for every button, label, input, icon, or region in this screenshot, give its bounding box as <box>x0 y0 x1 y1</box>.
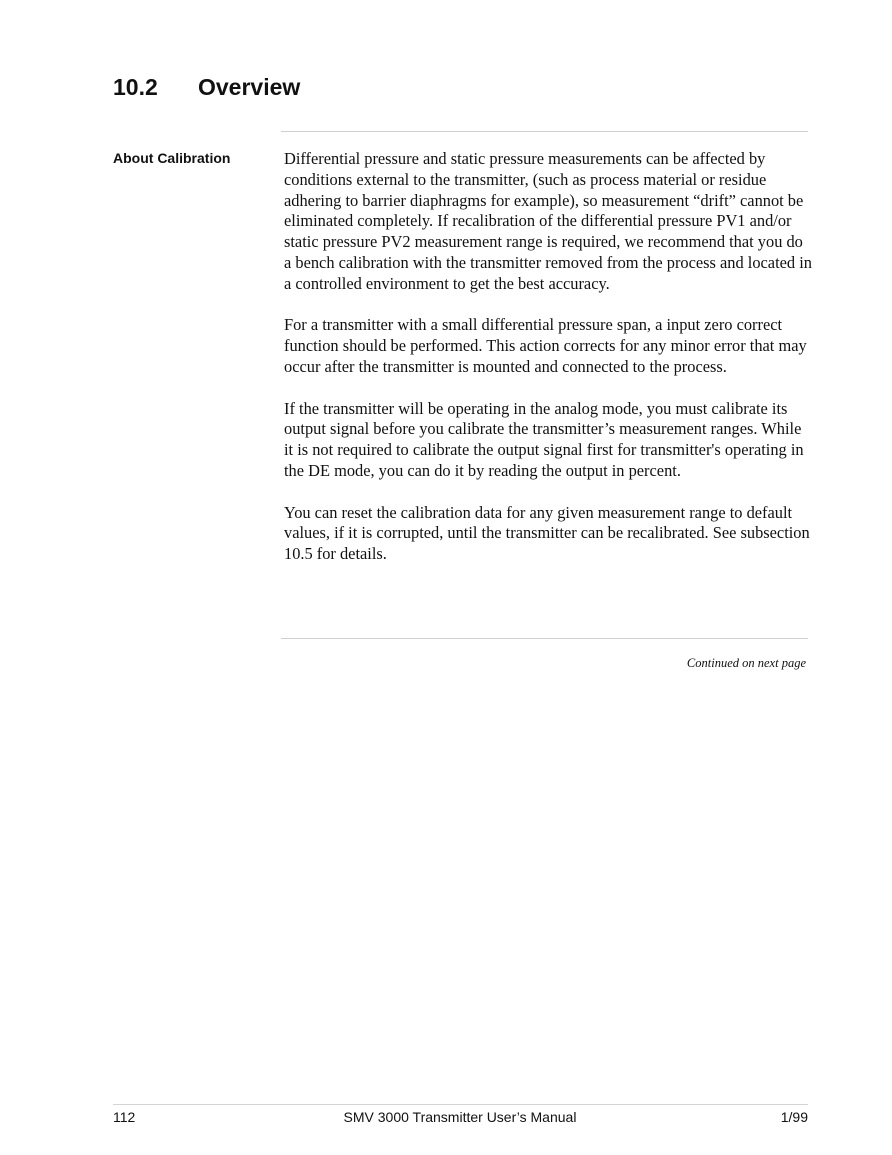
footer-date: 1/99 <box>780 1109 808 1125</box>
footer-page-number: 112 <box>113 1109 136 1125</box>
paragraph-2: For a transmitter with a small differential pressure span, a input zero correct function should be performed. This action corrects for any minor error that may occur after the transmitter is mounted and connected to the process. <box>284 315 807 376</box>
paragraph-1: Differential pressure and static pressure measurements can be affected by conditions external to the transmitter, (such as process material or residue adhering to barrier diaphragms for example), so measurement “drift” cannot be eliminated completely. If recalibration of the differential pressure PV1 and/or static pressure PV2 measurement range is required, we recommend that you do a bench calibration with the transmitter removed from the process and located in a controlled environment to get the best accuracy. <box>284 149 812 293</box>
footer-divider <box>113 1104 808 1105</box>
continued-note: Continued on next page <box>686 656 806 670</box>
paragraph-3: If the transmitter will be operating in the analog mode, you must calibrate its output signal before you calibrate the transmitter’s measurement ranges. While it is not required to calibrate the output signal first for transmitter's operating in the DE mode, you can do it by reading the output in percent. <box>284 398 804 480</box>
topic-label: About Calibration <box>113 150 231 166</box>
topic-body <box>284 149 812 565</box>
section-number: 10.2 <box>113 74 158 100</box>
section-heading <box>113 72 300 102</box>
paragraph-4: You can reset the calibration data for any given measurement range to default values, if it is corrupted, until the transmitter can be recalibrated. See subsection 10.5 for details. <box>284 502 810 564</box>
top-divider <box>281 131 808 132</box>
footer-manual-title: SMV 3000 Transmitter User’s Manual <box>343 1109 577 1125</box>
bottom-divider <box>281 638 808 639</box>
section-title: Overview <box>198 74 301 100</box>
